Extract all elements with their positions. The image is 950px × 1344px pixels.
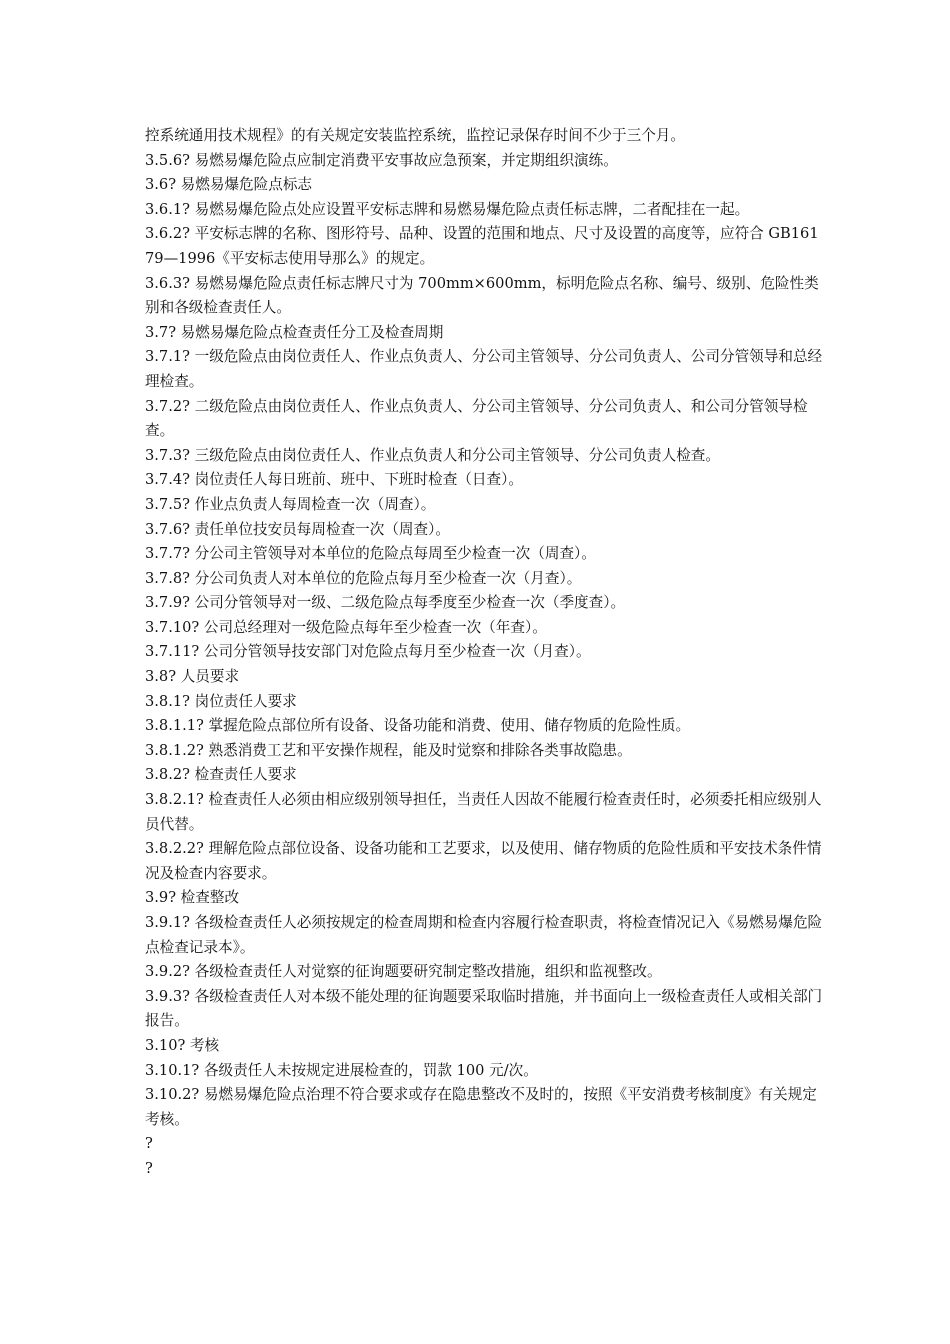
paragraph: 控系统通用技术规程》的有关规定安装监控系统，监控记录保存时间不少于三个月。 <box>145 127 685 144</box>
section-heading: 3.7? 易燃易爆危险点检查责任分工及检查周期 <box>145 323 444 341</box>
section-heading: 3.9? 检查整改 <box>145 889 240 907</box>
paragraph: 3.6.2? 平安标志牌的名称、图形符号、品种、设置的范围和地点、尺寸及设置的高度等，应符合 GB16179—1996《平安标志使用导那么》的规定。 <box>145 225 819 267</box>
subsection-heading: 3.8.2? 检查责任人要求 <box>145 766 297 784</box>
section-heading: 3.6? 易燃易爆危险点标志 <box>145 176 313 194</box>
paragraph: 3.9.3? 各级检查责任人对本级不能处理的征询题要采取临时措施，并书面向上一级检查责任人或相关部门报告。 <box>145 987 823 1030</box>
paragraph: 3.7.2? 二级危险点由岗位责任人、作业点负责人、分公司主管领导、分公司负责人、和公司分管领导检查。 <box>145 397 808 440</box>
paragraph: 3.7.9? 公司分管领导对一级、二级危险点每季度至少检查一次（季度查）。 <box>145 594 626 612</box>
paragraph: 3.7.4? 岗位责任人每日班前、班中、下班时检查（日查）。 <box>145 471 523 489</box>
paragraph: 3.6.1? 易燃易爆危险点处应设置平安标志牌和易燃易爆危险点责任标志牌，二者配挂在一起。 <box>145 200 750 218</box>
paragraph: 3.9.2? 各级检查责任人对觉察的征询题要研究制定整改措施，组织和监视整改。 <box>145 963 662 981</box>
paragraph: 3.8.2.1? 检查责任人必须由相应级别领导担任，当责任人因故不能履行检查责任时，必须委托相应级别人员代替。 <box>145 791 822 833</box>
paragraph: 3.7.10? 公司总经理对一级危险点每年至少检查一次（年查）。 <box>145 618 547 636</box>
paragraph: 3.9.1? 各级检查责任人必须按规定的检查周期和检查内容履行检查职责，将检查情况记入《易燃易爆危险点检查记录本》。 <box>145 914 823 956</box>
subsection-heading: 3.8.1? 岗位责任人要求 <box>145 692 297 710</box>
paragraph: 3.7.1? 一级危险点由岗位责任人、作业点负责人、分公司主管领导、分公司负责人、公司分管领导和总经理检查。 <box>145 348 823 390</box>
paragraph: 3.6.3? 易燃易爆危险点责任标志牌尺寸为 700mm×600mm，标明危险点名称、编号、级别、危险性类别和各级检查责任人。 <box>145 274 819 317</box>
document-body <box>145 124 825 1182</box>
paragraph: 3.10.1? 各级责任人未按规定进展检查的，罚款 100 元/次。 <box>145 1061 538 1079</box>
paragraph: 3.7.11? 公司分管领导技安部门对危险点每月至少检查一次（月查）。 <box>145 643 591 661</box>
paragraph: 3.8.1.1? 掌握危险点部位所有设备、设备功能和消费、使用、储存物质的危险性质。 <box>145 717 691 735</box>
placeholder-line: ? <box>145 1135 153 1153</box>
paragraph: 3.7.7? 分公司主管领导对本单位的危险点每周至少检查一次（周查）。 <box>145 545 596 563</box>
placeholder-line: ? <box>145 1159 153 1177</box>
paragraph: 3.7.5? 作业点负责人每周检查一次（周查）。 <box>145 495 436 513</box>
paragraph: 3.7.3? 三级危险点由岗位责任人、作业点负责人和分公司主管领导、分公司负责人检查。 <box>145 446 720 464</box>
paragraph: 3.7.8? 分公司负责人对本单位的危险点每月至少检查一次（月查）。 <box>145 569 582 587</box>
paragraph: 3.5.6? 易燃易爆危险点应制定消费平安事故应急预案，并定期组织演练。 <box>145 151 618 169</box>
paragraph: 3.8.1.2? 熟悉消费工艺和平安操作规程，能及时觉察和排除各类事故隐患。 <box>145 741 632 759</box>
paragraph: 3.8.2.2? 理解危险点部位设备、设备功能和工艺要求，以及使用、储存物质的危险性质和平安技术条件情况及检查内容要求。 <box>145 840 822 882</box>
paragraph: 3.10.2? 易燃易爆危险点治理不符合要求或存在隐患整改不及时的，按照《平安消费考核制度》有关规定考核。 <box>145 1086 817 1128</box>
paragraph: 3.7.6? 责任单位技安员每周检查一次（周查）。 <box>145 520 450 538</box>
section-heading: 3.8? 人员要求 <box>145 668 240 686</box>
section-heading: 3.10? 考核 <box>145 1036 220 1054</box>
